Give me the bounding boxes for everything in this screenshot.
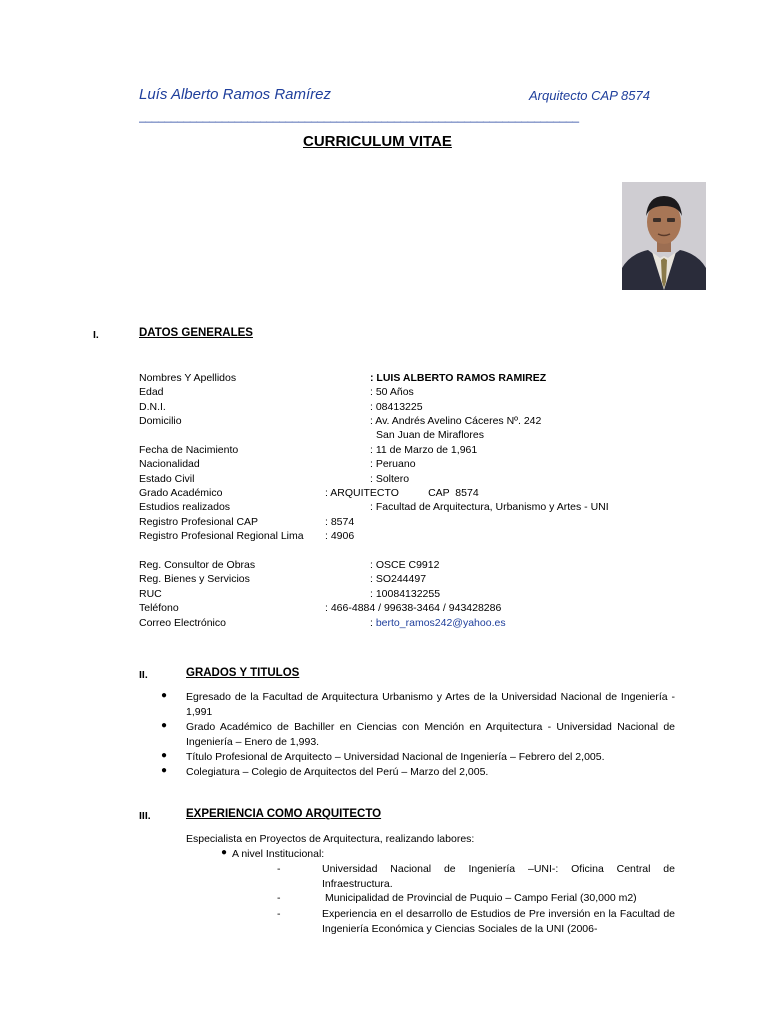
list-item: Título Profesional de Arquitecto – Universidad Nacional de Ingeniería – Febrero del 2,005. [186, 751, 605, 763]
value-dni: : 08413225 [370, 401, 423, 413]
bullet-icon: ● [221, 847, 228, 858]
label-fecha-nacimiento: Fecha de Nacimiento [139, 444, 239, 456]
value-bienes-servicios: : SO244497 [370, 573, 427, 585]
header-title: Arquitecto CAP 8574 [529, 88, 650, 103]
value-correo-prefix: : [370, 617, 376, 629]
label-bienes-servicios: Reg. Bienes y Servicios [139, 573, 250, 585]
label-estado-civil: Estado Civil [139, 473, 195, 485]
value-nombres-text: : LUIS ALBERTO RAMOS RAMIREZ [370, 372, 547, 384]
dash-icon: - [277, 908, 281, 920]
label-registro-cap: Registro Profesional CAP [139, 516, 259, 528]
bullet-icon: ● [161, 690, 168, 701]
section-3-number: III. [139, 810, 151, 822]
value-correo [370, 616, 506, 631]
value-ruc: : 10084132255 [370, 588, 441, 600]
value-nacionalidad: : Peruano [370, 458, 416, 470]
value-edad: : 50 Años [370, 386, 414, 398]
label-nacionalidad: Nacionalidad [139, 458, 200, 470]
label-estudios: Estudios realizados [139, 501, 231, 513]
bullet-icon: ● [161, 750, 168, 761]
label-grado-academico: Grado Académico [139, 487, 223, 499]
value-fecha-nacimiento: : 11 de Marzo de 1,961 [370, 444, 478, 456]
section-2-title: GRADOS Y TITULOS [186, 667, 300, 679]
header-rule: _____________________________________________________________________ [139, 109, 579, 123]
profile-photo [622, 182, 706, 290]
section-3-intro: Especialista en Proyectos de Arquitectura, realizando labores: [186, 833, 475, 845]
portrait-image [622, 182, 706, 290]
bullet-icon: ● [161, 720, 168, 731]
value-registro-cap: : 8574 [325, 516, 355, 528]
value-telefono: : 466-4884 / 99638-3464 / 943428286 [325, 602, 502, 614]
label-dni: D.N.I. [139, 401, 166, 413]
bullet-icon: ● [161, 765, 168, 776]
list-item: Egresado de la Facultad de Arquitectura Urbanismo y Artes de la Universidad Nacional de Ingeniería - 1,991 [186, 691, 675, 718]
section-1-number: I. [93, 329, 99, 341]
value-nombres [370, 371, 546, 386]
value-registro-lima: : 4906 [325, 530, 355, 542]
dash-icon: - [277, 863, 281, 875]
label-domicilio: Domicilio [139, 415, 182, 427]
section-1-title: DATOS GENERALES [139, 327, 253, 339]
list-item: Experiencia en el desarrollo de Estudios de Pre inversión en la Facultad de Ingeniería Económica y Ciencias Sociales de la UNI (2006- [322, 908, 675, 935]
label-edad: Edad [139, 386, 164, 398]
value-consultor-obras: : OSCE C9912 [370, 559, 440, 571]
sub-bullet-institucional: A nivel Institucional: [232, 848, 325, 860]
email-link[interactable]: berto_ramos242@yahoo.es [375, 617, 506, 629]
value-domicilio: : Av. Andrés Avelino Cáceres Nº. 242 [370, 415, 542, 427]
label-correo: Correo Electrónico [139, 617, 226, 629]
section-3-title: EXPERIENCIA COMO ARQUITECTO [186, 808, 382, 820]
label-consultor-obras: Reg. Consultor de Obras [139, 559, 256, 571]
section-2-number: II. [139, 669, 148, 681]
document-title: CURRICULUM VITAE [303, 133, 452, 150]
list-item: Universidad Nacional de Ingeniería –UNI-: Oficina Central de Infraestructura. [322, 863, 675, 890]
value-estudios: : Facultad de Arquitectura, Urbanismo y Artes - UNI [370, 501, 609, 513]
list-item: Colegiatura – Colegio de Arquitectos del Perú – Marzo del 2,005. [186, 766, 489, 778]
label-registro-lima: Registro Profesional Regional Lima [139, 530, 304, 542]
label-telefono: Teléfono [139, 602, 179, 614]
list-item: Municipalidad de Provincial de Puquio – Campo Ferial (30,000 m2) [325, 892, 637, 904]
dash-icon: - [277, 892, 281, 904]
label-ruc: RUC [139, 588, 162, 600]
value-domicilio-line2: San Juan de Miraflores [376, 429, 484, 441]
value-grado-academico: : ARQUITECTO CAP 8574 [325, 487, 479, 499]
label-nombres: Nombres Y Apellidos [139, 372, 237, 384]
header-name: Luís Alberto Ramos Ramírez [139, 86, 332, 103]
list-item: Grado Académico de Bachiller en Ciencias con Mención en Arquitectura - Universidad Nacional de Ingeniería – Enero de 1,993. [186, 721, 675, 748]
value-estado-civil: : Soltero [370, 473, 410, 485]
